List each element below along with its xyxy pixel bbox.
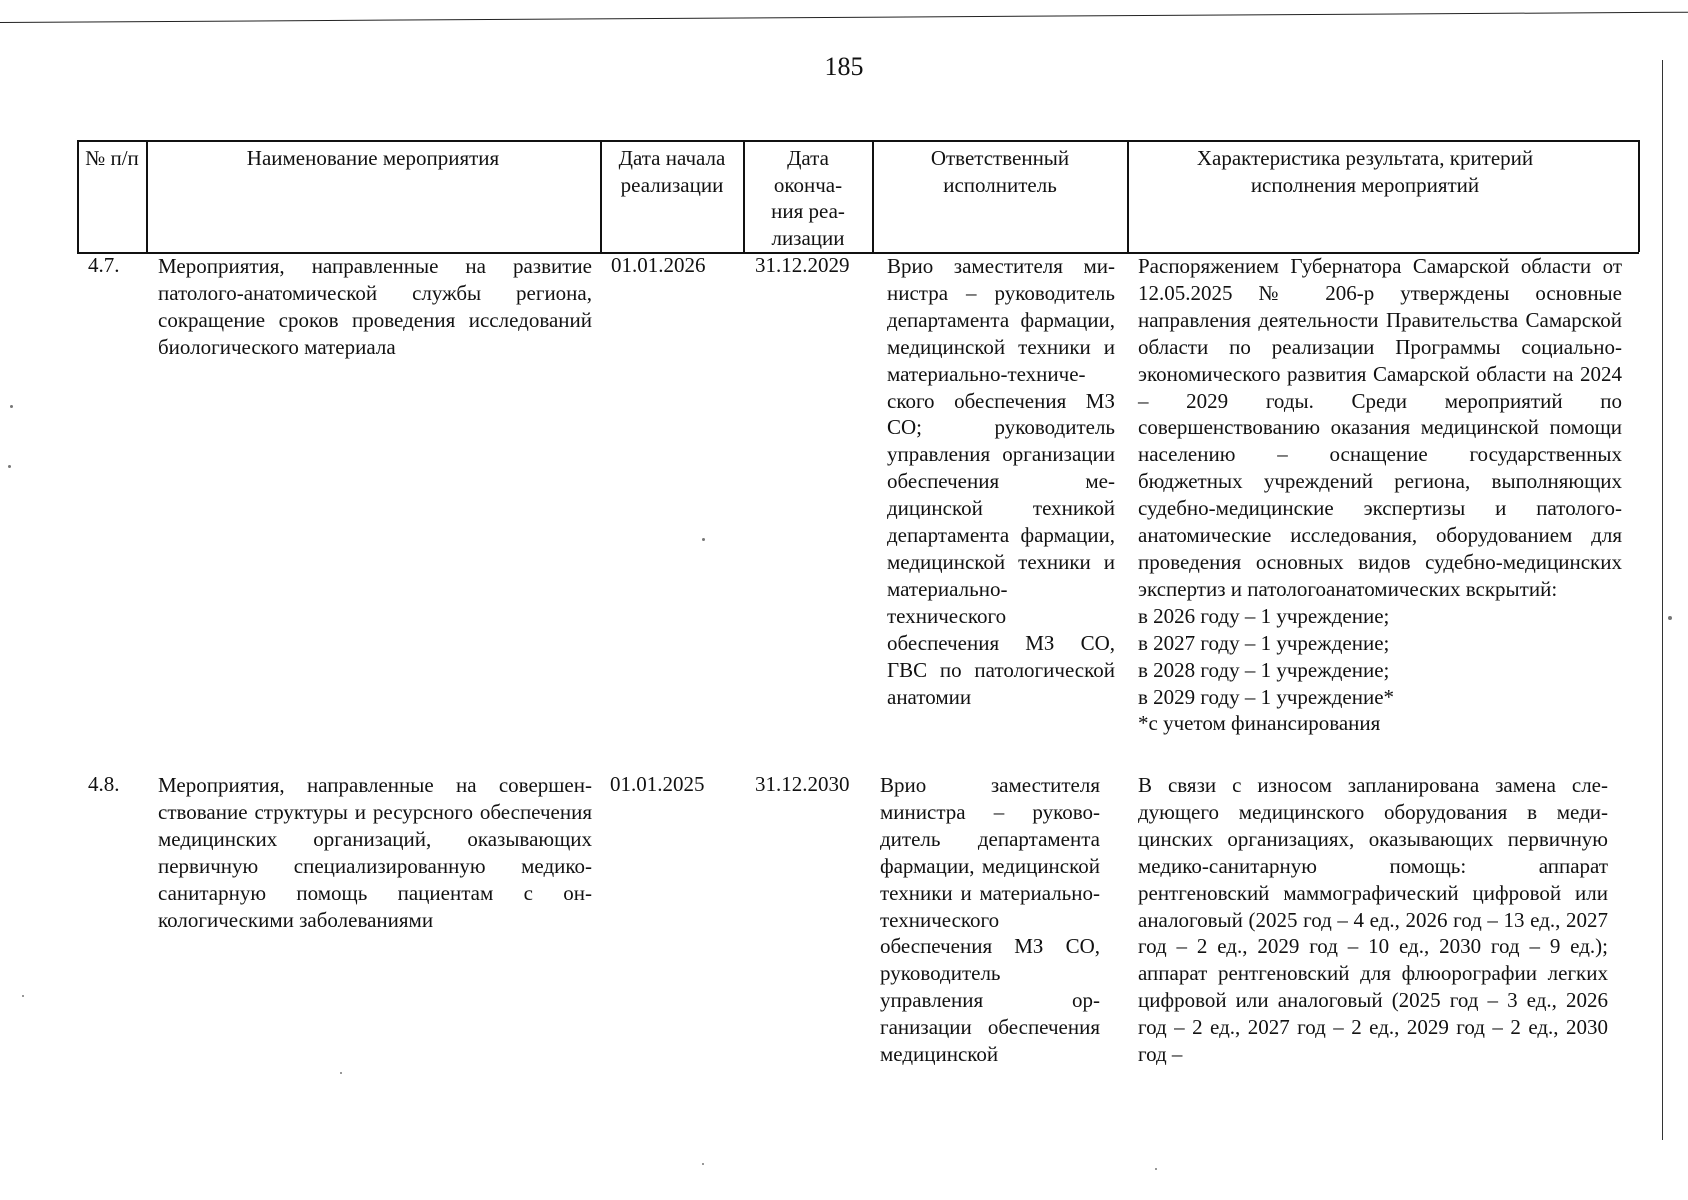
row-start-date: 01.01.2025 — [610, 772, 705, 796]
result-footnote: *с учетом финансирования — [1138, 711, 1381, 736]
row-result: В связи с износом запланирована замена следующего медицинского оборудования в медицинских организациях, оказывающих первичную медико-санитарную помощь: аппарат рентгеновский маммографический цифровой или аналоговый (2025 год – 4 ед., 2026 год – 13 ед., 2027 год – 2 ед., 2029 год – 10 ед., 2030 год – 9 ед.); аппарат рентгеновский для флюорографии легких цифровой или аналоговый (2025 год – 3 ед., 2026 год – 2 ед., 2027 год – 2 ед., 2029 год – 2 ед., 2030 год – — [1138, 773, 1608, 1067]
row-number: 4.8. — [88, 772, 120, 796]
result-item: в 2028 году – 1 учреждение; — [1138, 657, 1390, 682]
result-item: в 2029 году – 1 учреждение* — [1138, 684, 1395, 709]
header-result: Характеристика результата, критерий исполнения мероприятий — [1196, 146, 1534, 197]
header-responsible: Ответственный исполнитель — [930, 146, 1070, 197]
page-number: 185 — [824, 52, 864, 81]
row-name: Мероприятия, направленные на развитие патолого-анатомической службы региона, сокращение сроков проведения исследований биологического материала — [158, 254, 592, 359]
header-start-date: Дата начала реализации — [618, 146, 726, 197]
row-number: 4.7. — [88, 253, 120, 277]
row-end-date: 31.12.2029 — [755, 253, 850, 277]
row-result — [1138, 253, 1622, 737]
row-start-date: 01.01.2026 — [611, 253, 706, 277]
header-num: № п/п — [85, 146, 139, 170]
header-name: Наименование мероприятия — [246, 146, 500, 170]
header-end-date: Дата оконча-ния реа-лизации — [771, 146, 845, 250]
row-end-date: 31.12.2030 — [755, 772, 850, 796]
row-name: Мероприятия, направленные на совершенствование структуры и ресурсного обеспечения медицинских организаций, оказывающих первичную специализированную медико-санитарную помощь пациентам с онкологическими заболеваниями — [158, 773, 592, 932]
scan-border-top — [0, 12, 1688, 23]
result-paragraph: Распоряжением Губернатора Самарской области от 12.05.2025 № 206-р утверждены основные направления деятельности Правительства Самарской области по реализации Программы социально-экономического развития Самарской области на 2024 – 2029 годы. Среди мероприятий по совершенствованию оказания медицинской помощи населению – оснащение государственных бюджетных учреждений региона, выполняющих судебно-медицинские экспертизы и патолого-анатомические исследования, оборудованием для проведения основных видов судебно-медицинских экспертиз и патологоанатомических вскрытий: — [1138, 254, 1622, 601]
result-item: в 2027 году – 1 учреждение; — [1138, 630, 1390, 655]
row-responsible: Врио заместителя министра – руководитель департамента фармации, медицинской техники и материально-технического обеспечения МЗ СО; руководитель управления организации обеспечения медицинской техникой департамента фармации, медицинской техники и материально-технического обеспечения МЗ СО, ГВС по патологической анатомии — [887, 254, 1115, 709]
scan-border-right — [1662, 60, 1663, 1140]
row-responsible: Врио заместителя министра – руководитель департамента фармации, медицинской техники и материально-технического обеспечения МЗ СО, руководитель управления организации обеспечения медицинской — [880, 773, 1100, 1067]
result-item: в 2026 году – 1 учреждение; — [1138, 603, 1390, 628]
